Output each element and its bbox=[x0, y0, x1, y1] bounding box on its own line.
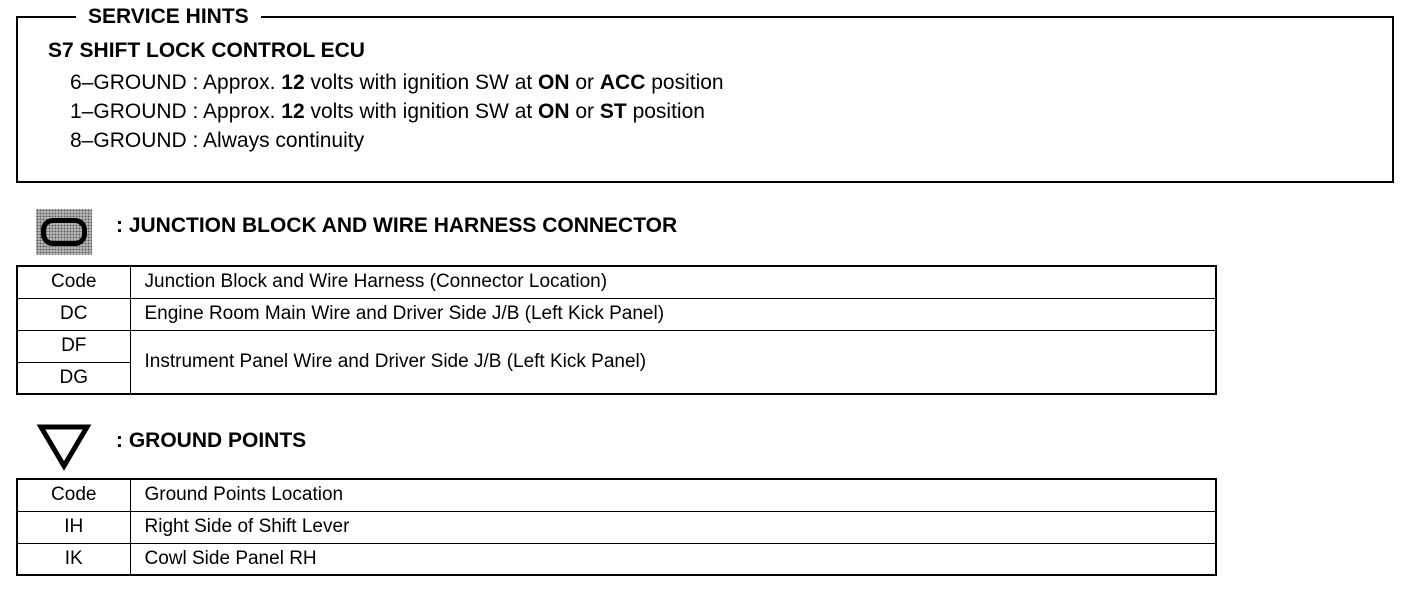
hint-terminal-label: 6–GROUND : bbox=[70, 71, 204, 94]
table-row bbox=[17, 298, 1216, 330]
location-cell: Engine Room Main Wire and Driver Side J/B (Left Kick Panel) bbox=[130, 298, 1216, 330]
hint-switch-position: ON bbox=[538, 100, 570, 123]
hint-voltage: 12 bbox=[281, 100, 305, 123]
location-cell: Cowl Side Panel RH bbox=[130, 543, 1216, 575]
code-cell: IH bbox=[17, 511, 130, 543]
column-header-location: Ground Points Location bbox=[130, 479, 1216, 511]
location-cell: Right Side of Shift Lever bbox=[130, 511, 1216, 543]
code-cell: DG bbox=[17, 362, 130, 394]
code-cell: DF bbox=[17, 330, 130, 362]
junction-block-heading: : JUNCTION BLOCK AND WIRE HARNESS CONNECTOR bbox=[116, 214, 678, 237]
ground-points-heading: : GROUND POINTS bbox=[116, 429, 307, 452]
table-row bbox=[17, 330, 1216, 362]
junction-block-table bbox=[16, 265, 1217, 395]
hint-text: volts with ignition SW at bbox=[304, 71, 539, 94]
hint-text: Approx. bbox=[203, 100, 282, 123]
hint-line-6-ground bbox=[70, 71, 724, 95]
code-cell: DC bbox=[17, 298, 130, 330]
hint-terminal-label: 1–GROUND : bbox=[70, 100, 204, 123]
hint-switch-position: ST bbox=[599, 100, 627, 123]
hint-voltage: 12 bbox=[281, 71, 305, 94]
hint-line-8-ground bbox=[70, 129, 364, 153]
table-row bbox=[17, 543, 1216, 575]
hint-text: position bbox=[626, 100, 705, 123]
hint-line-1-ground bbox=[70, 100, 705, 124]
code-cell: IK bbox=[17, 543, 130, 575]
hint-text: volts with ignition SW at bbox=[304, 100, 539, 123]
hint-text: or bbox=[569, 71, 600, 94]
hint-text: Always continuity bbox=[203, 129, 365, 152]
hint-switch-position: ON bbox=[538, 71, 570, 94]
service-hints-legend: SERVICE HINTS bbox=[76, 5, 261, 29]
table-header-row bbox=[17, 479, 1216, 511]
ground-points-table bbox=[16, 478, 1217, 576]
hint-terminal-label: 8–GROUND : bbox=[70, 129, 204, 152]
junction-connector-icon bbox=[36, 209, 92, 255]
location-cell: Instrument Panel Wire and Driver Side J/B (Left Kick Panel) bbox=[130, 330, 1216, 394]
hint-text: Approx. bbox=[203, 71, 282, 94]
service-hints-title: S7 SHIFT LOCK CONTROL ECU bbox=[48, 39, 365, 62]
hint-text: or bbox=[569, 100, 600, 123]
table-row bbox=[17, 511, 1216, 543]
hint-switch-position: ACC bbox=[599, 71, 646, 94]
column-header-code: Code bbox=[17, 266, 130, 298]
hint-text: position bbox=[645, 71, 724, 94]
table-header-row bbox=[17, 266, 1216, 298]
column-header-code: Code bbox=[17, 479, 130, 511]
column-header-location: Junction Block and Wire Harness (Connector Location) bbox=[130, 266, 1216, 298]
ground-point-triangle-icon bbox=[36, 421, 92, 471]
